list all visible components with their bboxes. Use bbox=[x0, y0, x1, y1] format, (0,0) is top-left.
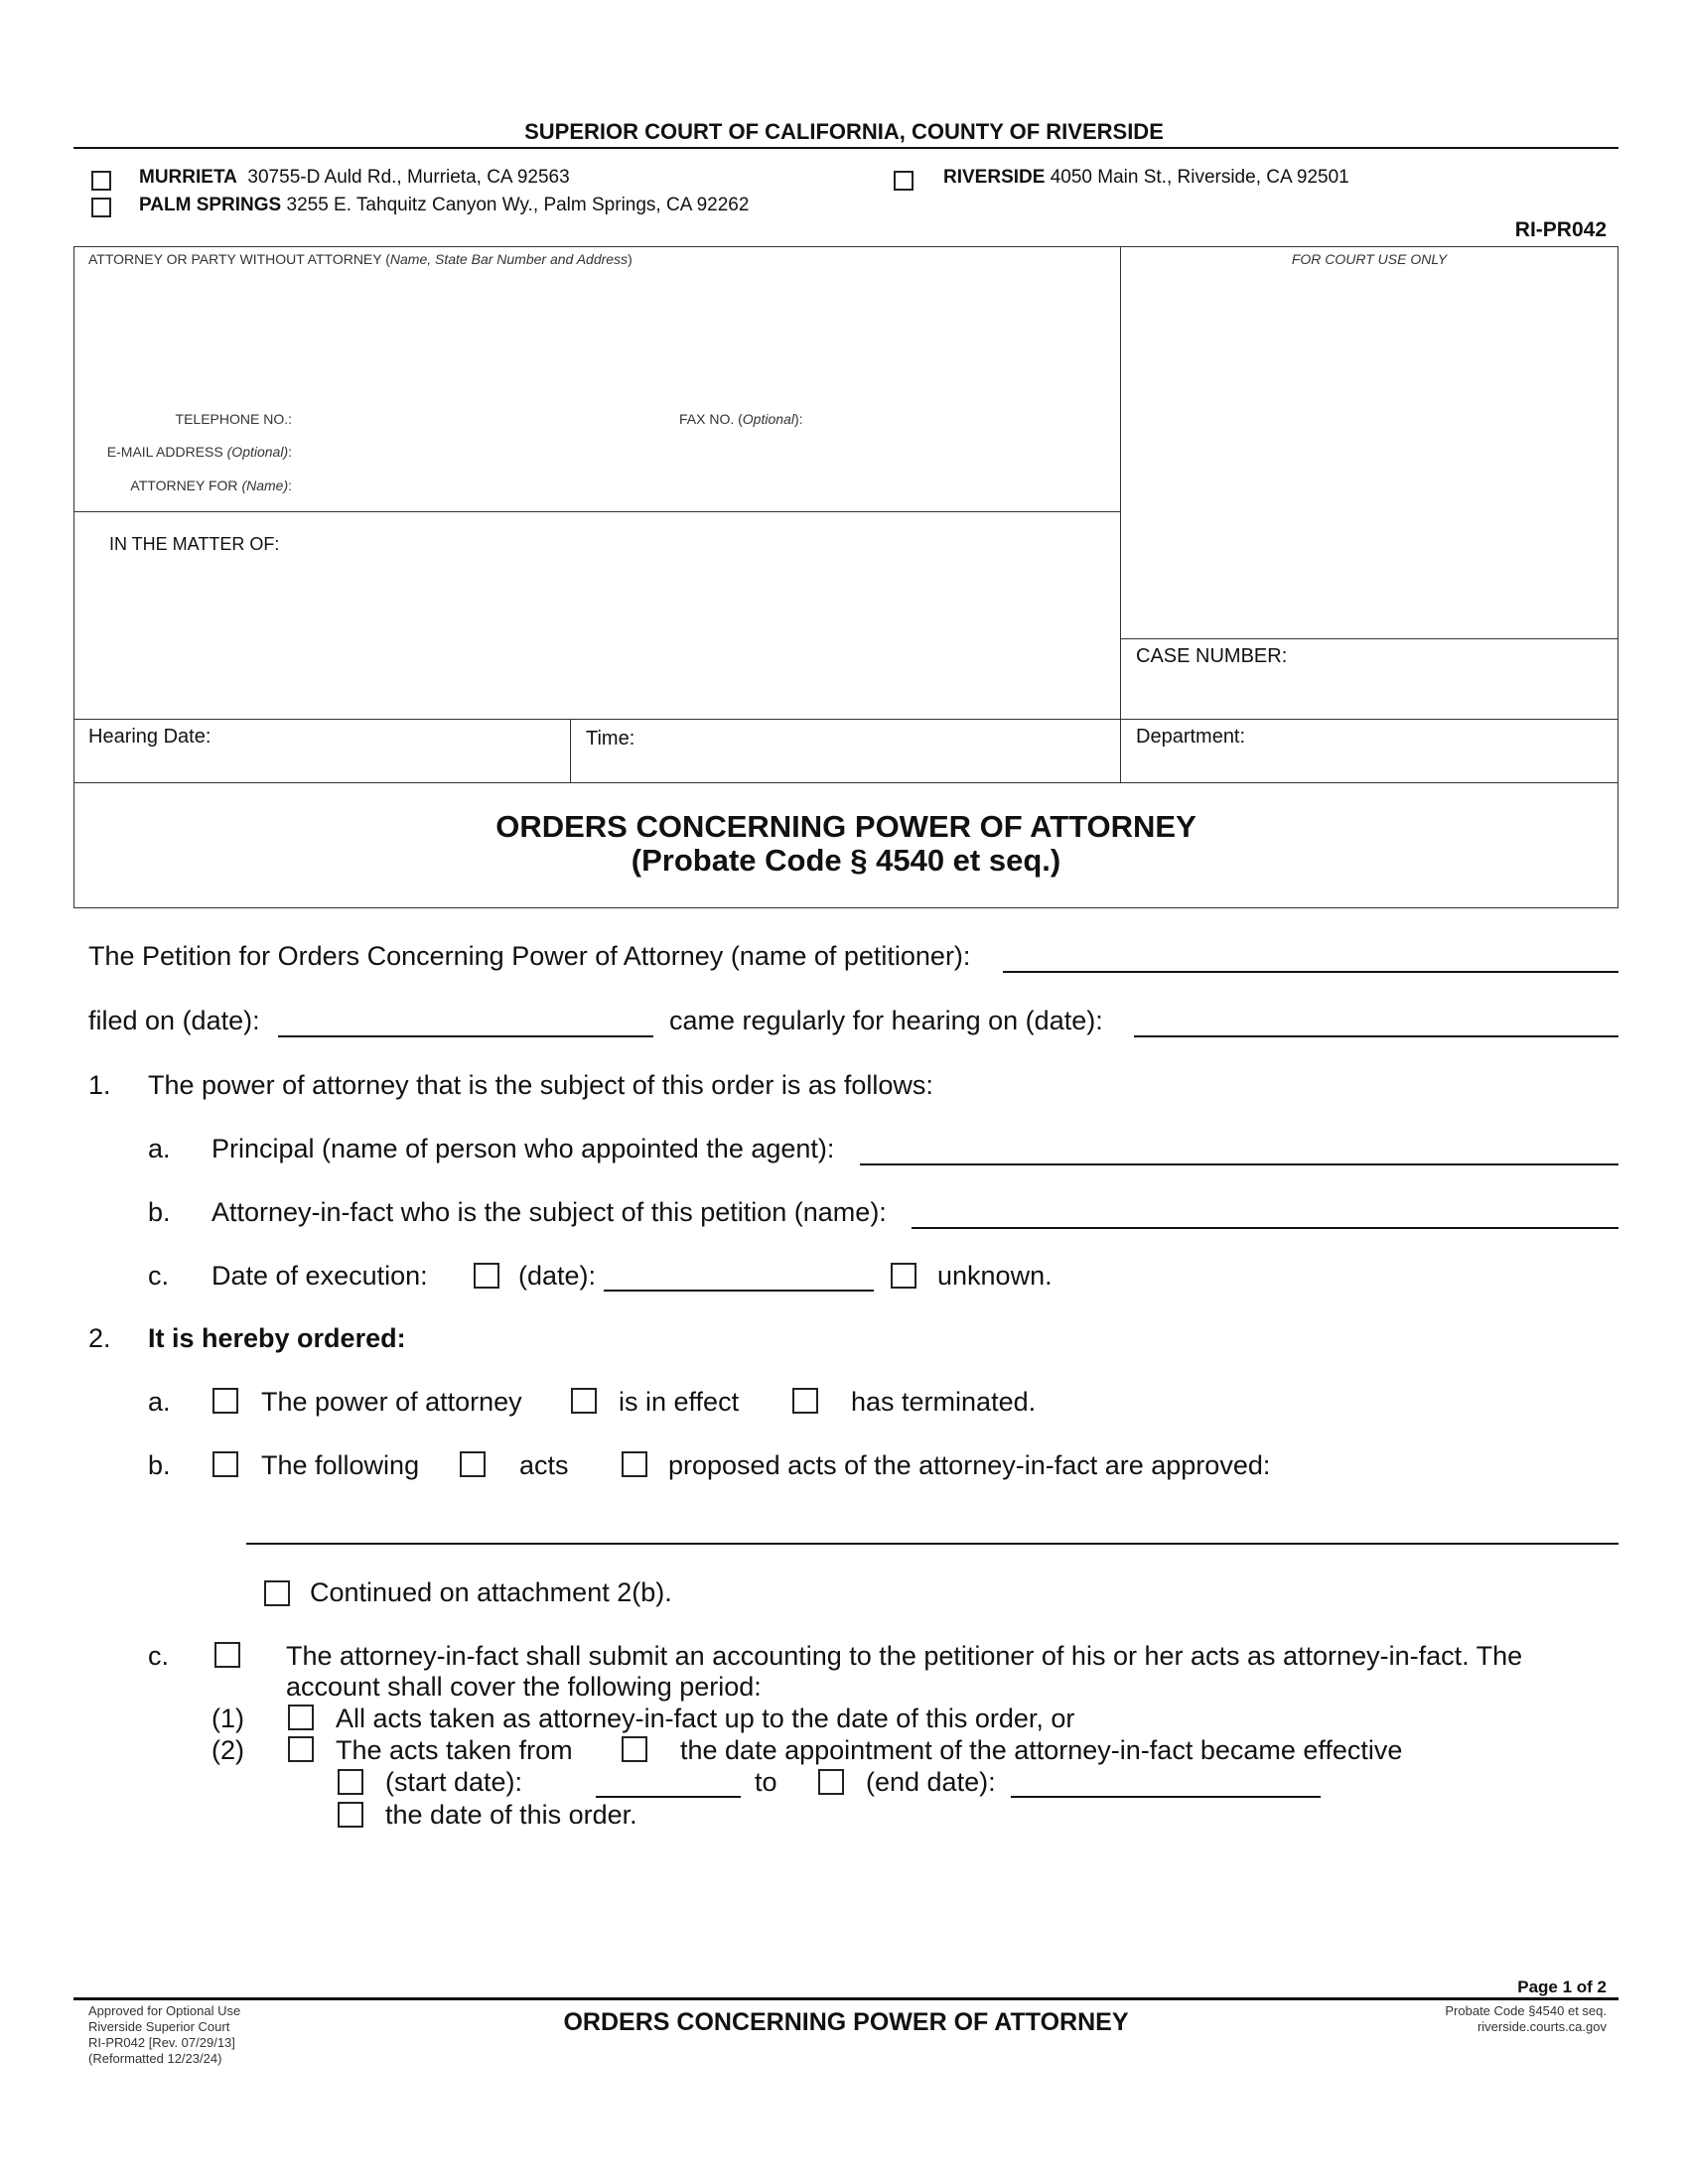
hearing-row-rule-top bbox=[73, 719, 1618, 720]
fax-label-text: FAX NO. ( bbox=[679, 411, 743, 427]
case-number-rule bbox=[1120, 638, 1618, 639]
header-rule bbox=[73, 147, 1618, 149]
time-label: Time: bbox=[586, 728, 635, 750]
terminated-label: has terminated. bbox=[851, 1387, 1037, 1417]
location-name: PALM SPRINGS bbox=[139, 195, 282, 215]
came-regularly-label: came regularly for hearing on (date): bbox=[669, 1006, 1103, 1035]
execution-date-checkbox[interactable] bbox=[474, 1263, 499, 1289]
location-palm-springs bbox=[139, 195, 749, 216]
principal-name-field[interactable] bbox=[860, 1163, 1618, 1165]
email-label bbox=[73, 444, 292, 460]
page-number: Page 1 of 2 bbox=[1517, 1978, 1607, 1996]
footer-website: riverside.courts.ca.gov bbox=[1477, 2019, 1607, 2034]
following-checkbox[interactable] bbox=[212, 1451, 238, 1477]
petitioner-name-field[interactable] bbox=[1003, 971, 1618, 973]
start-date-field[interactable] bbox=[596, 1796, 741, 1798]
telephone-label: TELEPHONE NO.: bbox=[175, 411, 292, 427]
approved-acts-field[interactable] bbox=[246, 1543, 1618, 1545]
item1-number: 1. bbox=[88, 1070, 111, 1100]
item1a-letter: a. bbox=[148, 1134, 171, 1163]
date-of-order-checkbox[interactable] bbox=[338, 1802, 363, 1828]
email-label-close: : bbox=[288, 444, 292, 460]
approved-line: (Reformatted 12/23/24) bbox=[88, 2051, 222, 2066]
proposed-acts-label: proposed acts of the attorney-in-fact are approved: bbox=[668, 1450, 1271, 1480]
footer-rule bbox=[73, 1997, 1618, 2000]
attorney-for-hint: (Name) bbox=[241, 478, 289, 493]
item1c-letter: c. bbox=[148, 1261, 170, 1291]
execution-date-label: (date): bbox=[518, 1261, 597, 1291]
in-effect-label: is in effect bbox=[619, 1387, 740, 1417]
item2a-letter: a. bbox=[148, 1387, 171, 1417]
petition-label: The Petition for Orders Concerning Power of Attorney (name of petitioner): bbox=[88, 941, 971, 971]
fax-label-close: ): bbox=[793, 411, 803, 427]
attorney-label-text: ATTORNEY OR PARTY WITHOUT ATTORNEY ( bbox=[88, 251, 390, 267]
sub2-number: (2) bbox=[211, 1735, 244, 1765]
case-number-label: CASE NUMBER: bbox=[1136, 645, 1288, 667]
approved-line: RI-PR042 [Rev. 07/29/13] bbox=[88, 2035, 235, 2050]
attorney-for-text: ATTORNEY FOR bbox=[130, 478, 242, 493]
all-acts-label: All acts taken as attorney-in-fact up to the date of this order, or bbox=[336, 1704, 1075, 1733]
hearing-time-divider bbox=[570, 719, 571, 782]
item2-number: 2. bbox=[88, 1323, 111, 1353]
accounting-text-line2: account shall cover the following period: bbox=[286, 1672, 762, 1702]
location-name: MURRIETA bbox=[139, 167, 237, 188]
execution-unknown-checkbox[interactable] bbox=[891, 1263, 916, 1289]
fax-label-hint: Optional bbox=[742, 411, 794, 427]
attorney-for-close: : bbox=[288, 478, 292, 493]
attorney-label bbox=[88, 251, 633, 267]
court-use-divider bbox=[1120, 246, 1121, 782]
hearing-row-rule-bottom bbox=[73, 782, 1618, 783]
acts-checkbox[interactable] bbox=[460, 1451, 486, 1477]
form-number: RI-PR042 bbox=[1514, 218, 1607, 241]
execution-unknown-label: unknown. bbox=[937, 1261, 1053, 1291]
item2-text: It is hereby ordered: bbox=[148, 1323, 406, 1353]
accounting-checkbox[interactable] bbox=[214, 1642, 240, 1668]
hearing-date-field[interactable] bbox=[1134, 1035, 1618, 1037]
in-matter-label: IN THE MATTER OF: bbox=[109, 534, 280, 554]
hearing-date-label: Hearing Date: bbox=[88, 726, 211, 748]
court-use-label: FOR COURT USE ONLY bbox=[1291, 251, 1448, 267]
power-of-attorney-label: The power of attorney bbox=[261, 1387, 522, 1417]
terminated-checkbox[interactable] bbox=[792, 1388, 818, 1414]
execution-date-field[interactable] bbox=[604, 1290, 874, 1292]
sub1-number: (1) bbox=[211, 1704, 244, 1733]
date-of-order-label: the date of this order. bbox=[385, 1800, 637, 1830]
appointment-date-label: the date appointment of the attorney-in-fact became effective bbox=[680, 1735, 1403, 1765]
location-name: RIVERSIDE bbox=[943, 167, 1046, 188]
location-riverside bbox=[943, 167, 1349, 189]
to-label: to bbox=[755, 1767, 777, 1797]
item1c-label: Date of execution: bbox=[211, 1261, 428, 1291]
attorney-for-label bbox=[73, 478, 292, 493]
location-address: 30755-D Auld Rd., Murrieta, CA 92563 bbox=[247, 167, 570, 188]
start-date-label: (start date): bbox=[385, 1767, 523, 1797]
attorney-in-fact-name-field[interactable] bbox=[912, 1227, 1618, 1229]
all-acts-checkbox[interactable] bbox=[288, 1705, 314, 1730]
start-date-checkbox[interactable] bbox=[338, 1769, 363, 1795]
item2b-letter: b. bbox=[148, 1450, 171, 1480]
item1-text: The power of attorney that is the subject of this order is as follows: bbox=[148, 1070, 933, 1100]
department-label: Department: bbox=[1136, 726, 1246, 748]
end-date-checkbox[interactable] bbox=[818, 1769, 844, 1795]
attorney-label-hint: Name, State Bar Number and Address bbox=[389, 251, 629, 267]
attorney-section-rule bbox=[73, 511, 1121, 512]
filed-on-label: filed on (date): bbox=[88, 1006, 260, 1035]
court-title: SUPERIOR COURT OF CALIFORNIA, COUNTY OF RIVERSIDE bbox=[524, 119, 1164, 144]
item1b-label: Attorney-in-fact who is the subject of this petition (name): bbox=[211, 1197, 887, 1227]
attorney-label-close: ) bbox=[628, 251, 633, 267]
following-label: The following bbox=[261, 1450, 420, 1480]
power-of-attorney-checkbox[interactable] bbox=[212, 1388, 238, 1414]
approved-line: Approved for Optional Use bbox=[88, 2003, 241, 2018]
palm-springs-checkbox[interactable] bbox=[91, 198, 111, 217]
acts-taken-from-checkbox[interactable] bbox=[288, 1736, 314, 1762]
appointment-date-checkbox[interactable] bbox=[622, 1736, 647, 1762]
in-effect-checkbox[interactable] bbox=[571, 1388, 597, 1414]
email-label-text: E-MAIL ADDRESS bbox=[106, 444, 227, 460]
item1b-letter: b. bbox=[148, 1197, 171, 1227]
proposed-acts-checkbox[interactable] bbox=[622, 1451, 647, 1477]
end-date-field[interactable] bbox=[1011, 1796, 1321, 1798]
riverside-checkbox[interactable] bbox=[894, 171, 914, 191]
continued-checkbox[interactable] bbox=[264, 1580, 290, 1606]
filed-date-field[interactable] bbox=[278, 1035, 653, 1037]
fax-label bbox=[679, 411, 803, 427]
item1a-label: Principal (name of person who appointed the agent): bbox=[211, 1134, 835, 1163]
murrieta-checkbox[interactable] bbox=[91, 171, 111, 191]
footer-code-line: Probate Code §4540 et seq. bbox=[1445, 2003, 1607, 2018]
location-address: 4050 Main St., Riverside, CA 92501 bbox=[1050, 167, 1349, 188]
acts-taken-from-label: The acts taken from bbox=[336, 1735, 573, 1765]
footer-title: ORDERS CONCERNING POWER OF ATTORNEY bbox=[563, 2008, 1129, 2036]
footer-code bbox=[1291, 2003, 1607, 2035]
end-date-label: (end date): bbox=[866, 1767, 996, 1797]
continued-label: Continued on attachment 2(b). bbox=[310, 1577, 672, 1607]
acts-label: acts bbox=[519, 1450, 569, 1480]
email-label-hint: (Optional) bbox=[226, 444, 289, 460]
approved-line: Riverside Superior Court bbox=[88, 2019, 230, 2034]
accounting-text-line1: The attorney-in-fact shall submit an accounting to the petitioner of his or her acts as attorney-in-fact. The bbox=[286, 1641, 1523, 1671]
location-murrieta bbox=[139, 167, 570, 189]
item2c-letter: c. bbox=[148, 1641, 170, 1671]
form-subtitle: (Probate Code § 4540 et seq.) bbox=[631, 843, 1061, 878]
form-title: ORDERS CONCERNING POWER OF ATTORNEY bbox=[495, 809, 1196, 844]
location-address: 3255 E. Tahquitz Canyon Wy., Palm Springs, CA 92262 bbox=[286, 195, 750, 215]
